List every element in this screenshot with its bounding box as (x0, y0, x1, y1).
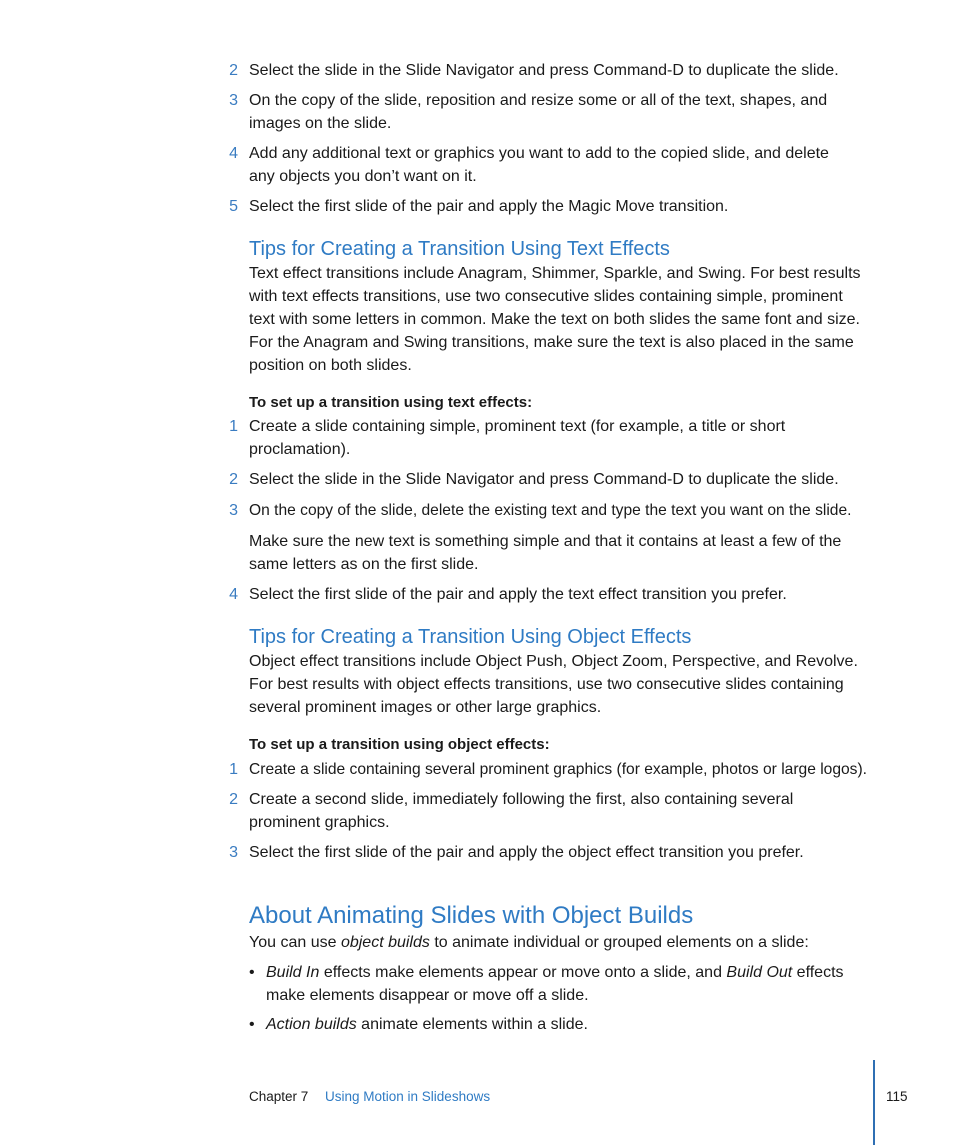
step-text: Add any additional text or graphics you want to add to the copied slide, and delete any objects you don’t want on it. (249, 145, 829, 185)
step-number: 1 (229, 761, 238, 778)
step-text: Select the slide in the Slide Navigator and press Command-D to duplicate the slide. (249, 471, 839, 488)
step-text: Select the first slide of the pair and apply the object effect transition you prefer. (249, 844, 804, 861)
step-number: 1 (229, 418, 238, 435)
step-note: Make sure the new text is something simple and that it contains at least a few of the same letters as on the first slide. (249, 533, 842, 573)
step-text: On the copy of the slide, reposition and resize some or all of the text, shapes, and images on the slide. (249, 92, 828, 132)
procedure-title: To set up a transition using text effects: (249, 394, 533, 411)
bullet-text-part: effects make elements disappear or move off a slide. (266, 964, 844, 1004)
bullet-text-part: animate elements within a slide. (356, 1016, 588, 1033)
step-text: Create a second slide, immediately following the first, also containing several prominent graphics. (249, 791, 794, 831)
step-text: Select the slide in the Slide Navigator and press Command-D to duplicate the slide. (249, 62, 839, 79)
step-number: 3 (229, 502, 238, 519)
bullet-emphasis: Build In (266, 964, 320, 981)
step-number: 4 (229, 586, 238, 603)
step-text: Select the first slide of the pair and apply the Magic Move transition. (249, 198, 729, 215)
step-text: Create a slide containing several prominent graphics (for example, photos or large logos). (249, 761, 868, 778)
bullet-mark: • (249, 1016, 255, 1033)
step-number: 4 (229, 145, 238, 162)
step-number: 5 (229, 198, 238, 215)
bullet-text (266, 961, 856, 1007)
step-text: Select the first slide of the pair and apply the text effect transition you prefer. (249, 586, 787, 603)
bullet-emphasis: Action builds (266, 1016, 357, 1033)
step-number: 2 (229, 791, 238, 808)
step-text: On the copy of the slide, delete the existing text and type the text you want on the slide. (249, 502, 852, 519)
section-intro: Object effect transitions include Object Push, Object Zoom, Perspective, and Revolve. For best results with object effects transitions, use two consecutive slides containing several prominent images or other large graphics. (249, 653, 858, 716)
section-heading: Tips for Creating a Transition Using Text Effects (249, 238, 670, 260)
step-number: 3 (229, 92, 238, 109)
footer-chapter-title: Using Motion in Slideshows (325, 1089, 491, 1104)
step-text: Create a slide containing simple, prominent text (for example, a title or short proclamation). (249, 418, 786, 458)
intro-text: You can use (249, 934, 341, 951)
footer-divider (873, 1060, 875, 1145)
section-title: About Animating Slides with Object Builds (249, 902, 694, 929)
section-heading: Tips for Creating a Transition Using Object Effects (249, 626, 692, 648)
bullet-text-part: effects make elements appear or move onto a slide, and (319, 964, 727, 981)
intro-emphasis: object builds (340, 934, 430, 951)
page-number: 115 (886, 1089, 908, 1104)
step-number: 2 (229, 471, 238, 488)
bullet-text (266, 1013, 866, 1036)
footer-chapter: Chapter 7 (249, 1089, 309, 1104)
bullet-emphasis: Build Out (726, 964, 793, 981)
bullet-mark: • (249, 964, 255, 981)
step-number: 2 (229, 62, 238, 79)
section-intro (249, 931, 869, 954)
step-number: 3 (229, 844, 238, 861)
intro-text: to animate individual or grouped elements on a slide: (429, 934, 809, 951)
section-intro: Text effect transitions include Anagram, Shimmer, Sparkle, and Swing. For best results with text effects transitions, use two consecutive slides containing simple, prominent text with some letters in common. Make the text on both slides the same font and size. For the Anagram and Swing transitions, make sure the text is also placed in the same position on both slides. (249, 265, 861, 374)
procedure-title: To set up a transition using object effects: (249, 736, 550, 753)
